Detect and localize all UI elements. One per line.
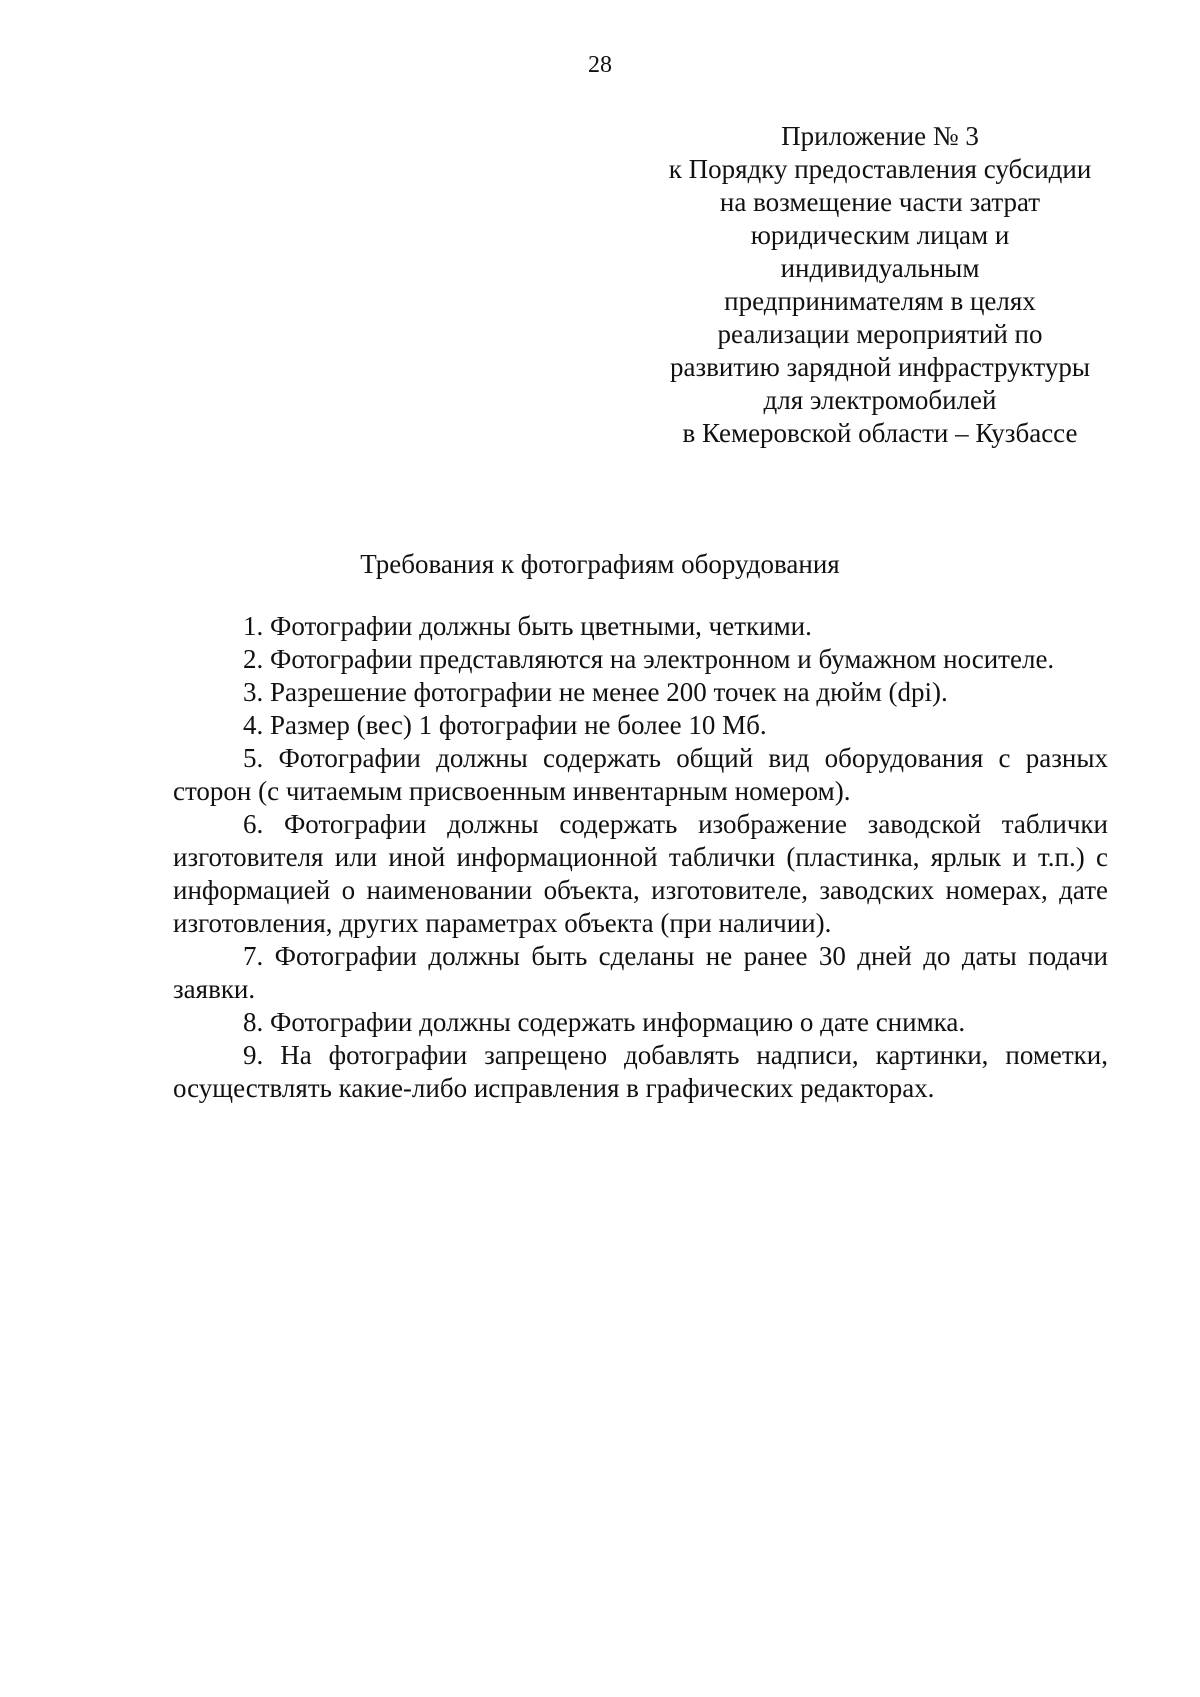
appendix-line: предпринимателям в целях (724, 286, 1036, 316)
requirement-item: 1. Фотографии должны быть цветными, четкими. (243, 611, 812, 641)
requirement-item: 6. Фотографии должны содержать изображение заводской таблички изготовителя или иной информационной таблички (пластинка, ярлык и т.п.) с информацией о наименовании объекта, изготовителе, заводских номерах, дате изготовления, других параметрах объекта (при наличии). (173, 809, 1108, 938)
document-title: Требования к фотографиям оборудования (360, 549, 840, 579)
requirement-item: 5. Фотографии должны содержать общий вид оборудования с разных сторон (с читаемым присвоенным инвентарным номером). (173, 743, 1108, 806)
appendix-line: в Кемеровской области – Кузбассе (682, 418, 1078, 448)
requirements-list (173, 610, 1108, 1105)
requirement-item: 9. На фотографии запрещено добавлять надписи, картинки, пометки, осуществлять какие-либо исправления в графических редакторах. (173, 1040, 1108, 1103)
appendix-line: на возмещение части затрат (719, 187, 1041, 217)
appendix-header (620, 120, 1140, 450)
requirement-item: 4. Размер (вес) 1 фотографии не более 10 Мб. (243, 710, 767, 740)
requirement-item: 2. Фотографии представляются на электронном и бумажном носителе. (243, 644, 1055, 674)
appendix-line: развитию зарядной инфраструктуры (670, 352, 1090, 382)
appendix-line: реализации мероприятий по (717, 319, 1043, 349)
appendix-line: индивидуальным (780, 253, 980, 283)
appendix-line: для электромобилей (763, 385, 997, 415)
requirement-item: 3. Разрешение фотографии не менее 200 точек на дюйм (dpi). (243, 677, 948, 707)
page-number: 28 (588, 52, 612, 78)
requirement-item: 7. Фотографии должны быть сделаны не ранее 30 дней до даты подачи заявки. (173, 941, 1108, 1004)
appendix-line: к Порядку предоставления субсидии (668, 154, 1092, 184)
requirement-item: 8. Фотографии должны содержать информацию о дате снимка. (243, 1007, 966, 1037)
appendix-line: юридическим лицам и (750, 220, 1010, 250)
appendix-line: Приложение № 3 (781, 121, 979, 151)
